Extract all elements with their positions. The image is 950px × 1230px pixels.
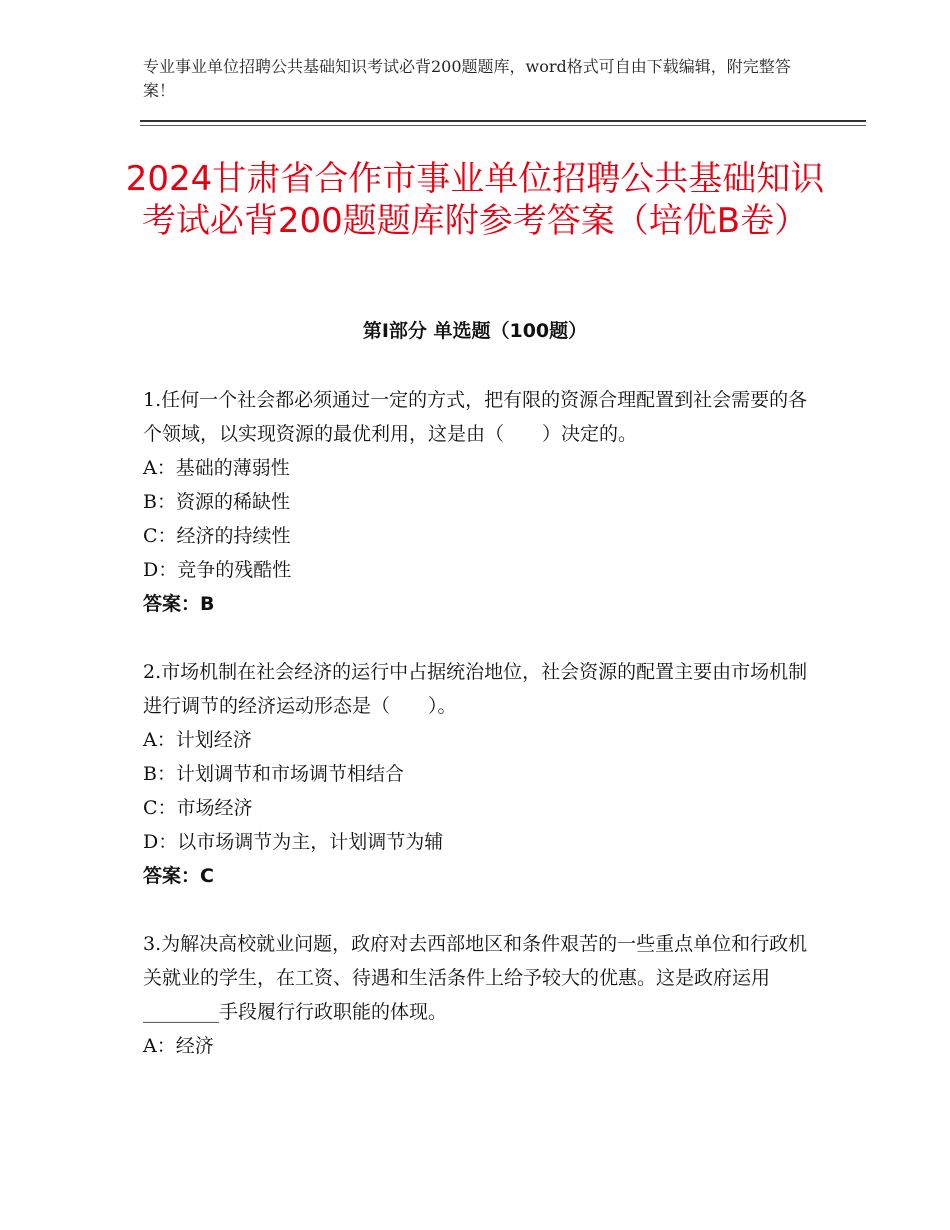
option-a: A：基础的薄弱性 bbox=[143, 457, 290, 479]
question-stem: 3.为解决高校就业问题，政府对去西部地区和条件艰苦的一些重点单位和行政机关就业的学生，在工资、待遇和生活条件上给予较大的优惠。这是政府运用________手段履行行政职能的体现。 bbox=[143, 933, 808, 1023]
option-a: A：计划经济 bbox=[143, 729, 252, 751]
option-c: C：市场经济 bbox=[143, 797, 253, 819]
answer: 答案：C bbox=[143, 865, 214, 887]
option-b: B：计划调节和市场调节相结合 bbox=[143, 763, 404, 785]
question-3 bbox=[143, 927, 808, 1063]
option-c: C：经济的持续性 bbox=[143, 525, 291, 547]
header-rule-thick bbox=[140, 120, 866, 122]
section-title: 第I部分 单选题（100题） bbox=[362, 320, 588, 342]
header-rule-thin bbox=[140, 125, 866, 126]
header-note: 专业事业单位招聘公共基础知识考试必背200题题库，word格式可自由下载编辑，附完整答案！ bbox=[143, 57, 791, 100]
document-title: 2024甘肃省合作市事业单位招聘公共基础知识考试必背200题题库附参考答案（培优B卷） bbox=[125, 159, 825, 241]
question-stem: 2.市场机制在社会经济的运行中占据统治地位，社会资源的配置主要由市场机制进行调节的经济运动形态是（ ）。 bbox=[143, 661, 808, 717]
answer: 答案：B bbox=[143, 593, 215, 615]
question-1 bbox=[143, 383, 808, 621]
option-a: A：经济 bbox=[143, 1035, 214, 1057]
option-d: D：竞争的残酷性 bbox=[143, 559, 292, 581]
question-list bbox=[143, 383, 808, 1097]
question-2 bbox=[143, 655, 808, 893]
question-stem: 1.任何一个社会都必须通过一定的方式，把有限的资源合理配置到社会需要的各个领域，以实现资源的最优利用，这是由（ ）决定的。 bbox=[143, 389, 808, 445]
option-b: B：资源的稀缺性 bbox=[143, 491, 290, 513]
option-d: D：以市场调节为主，计划调节为辅 bbox=[143, 831, 444, 853]
